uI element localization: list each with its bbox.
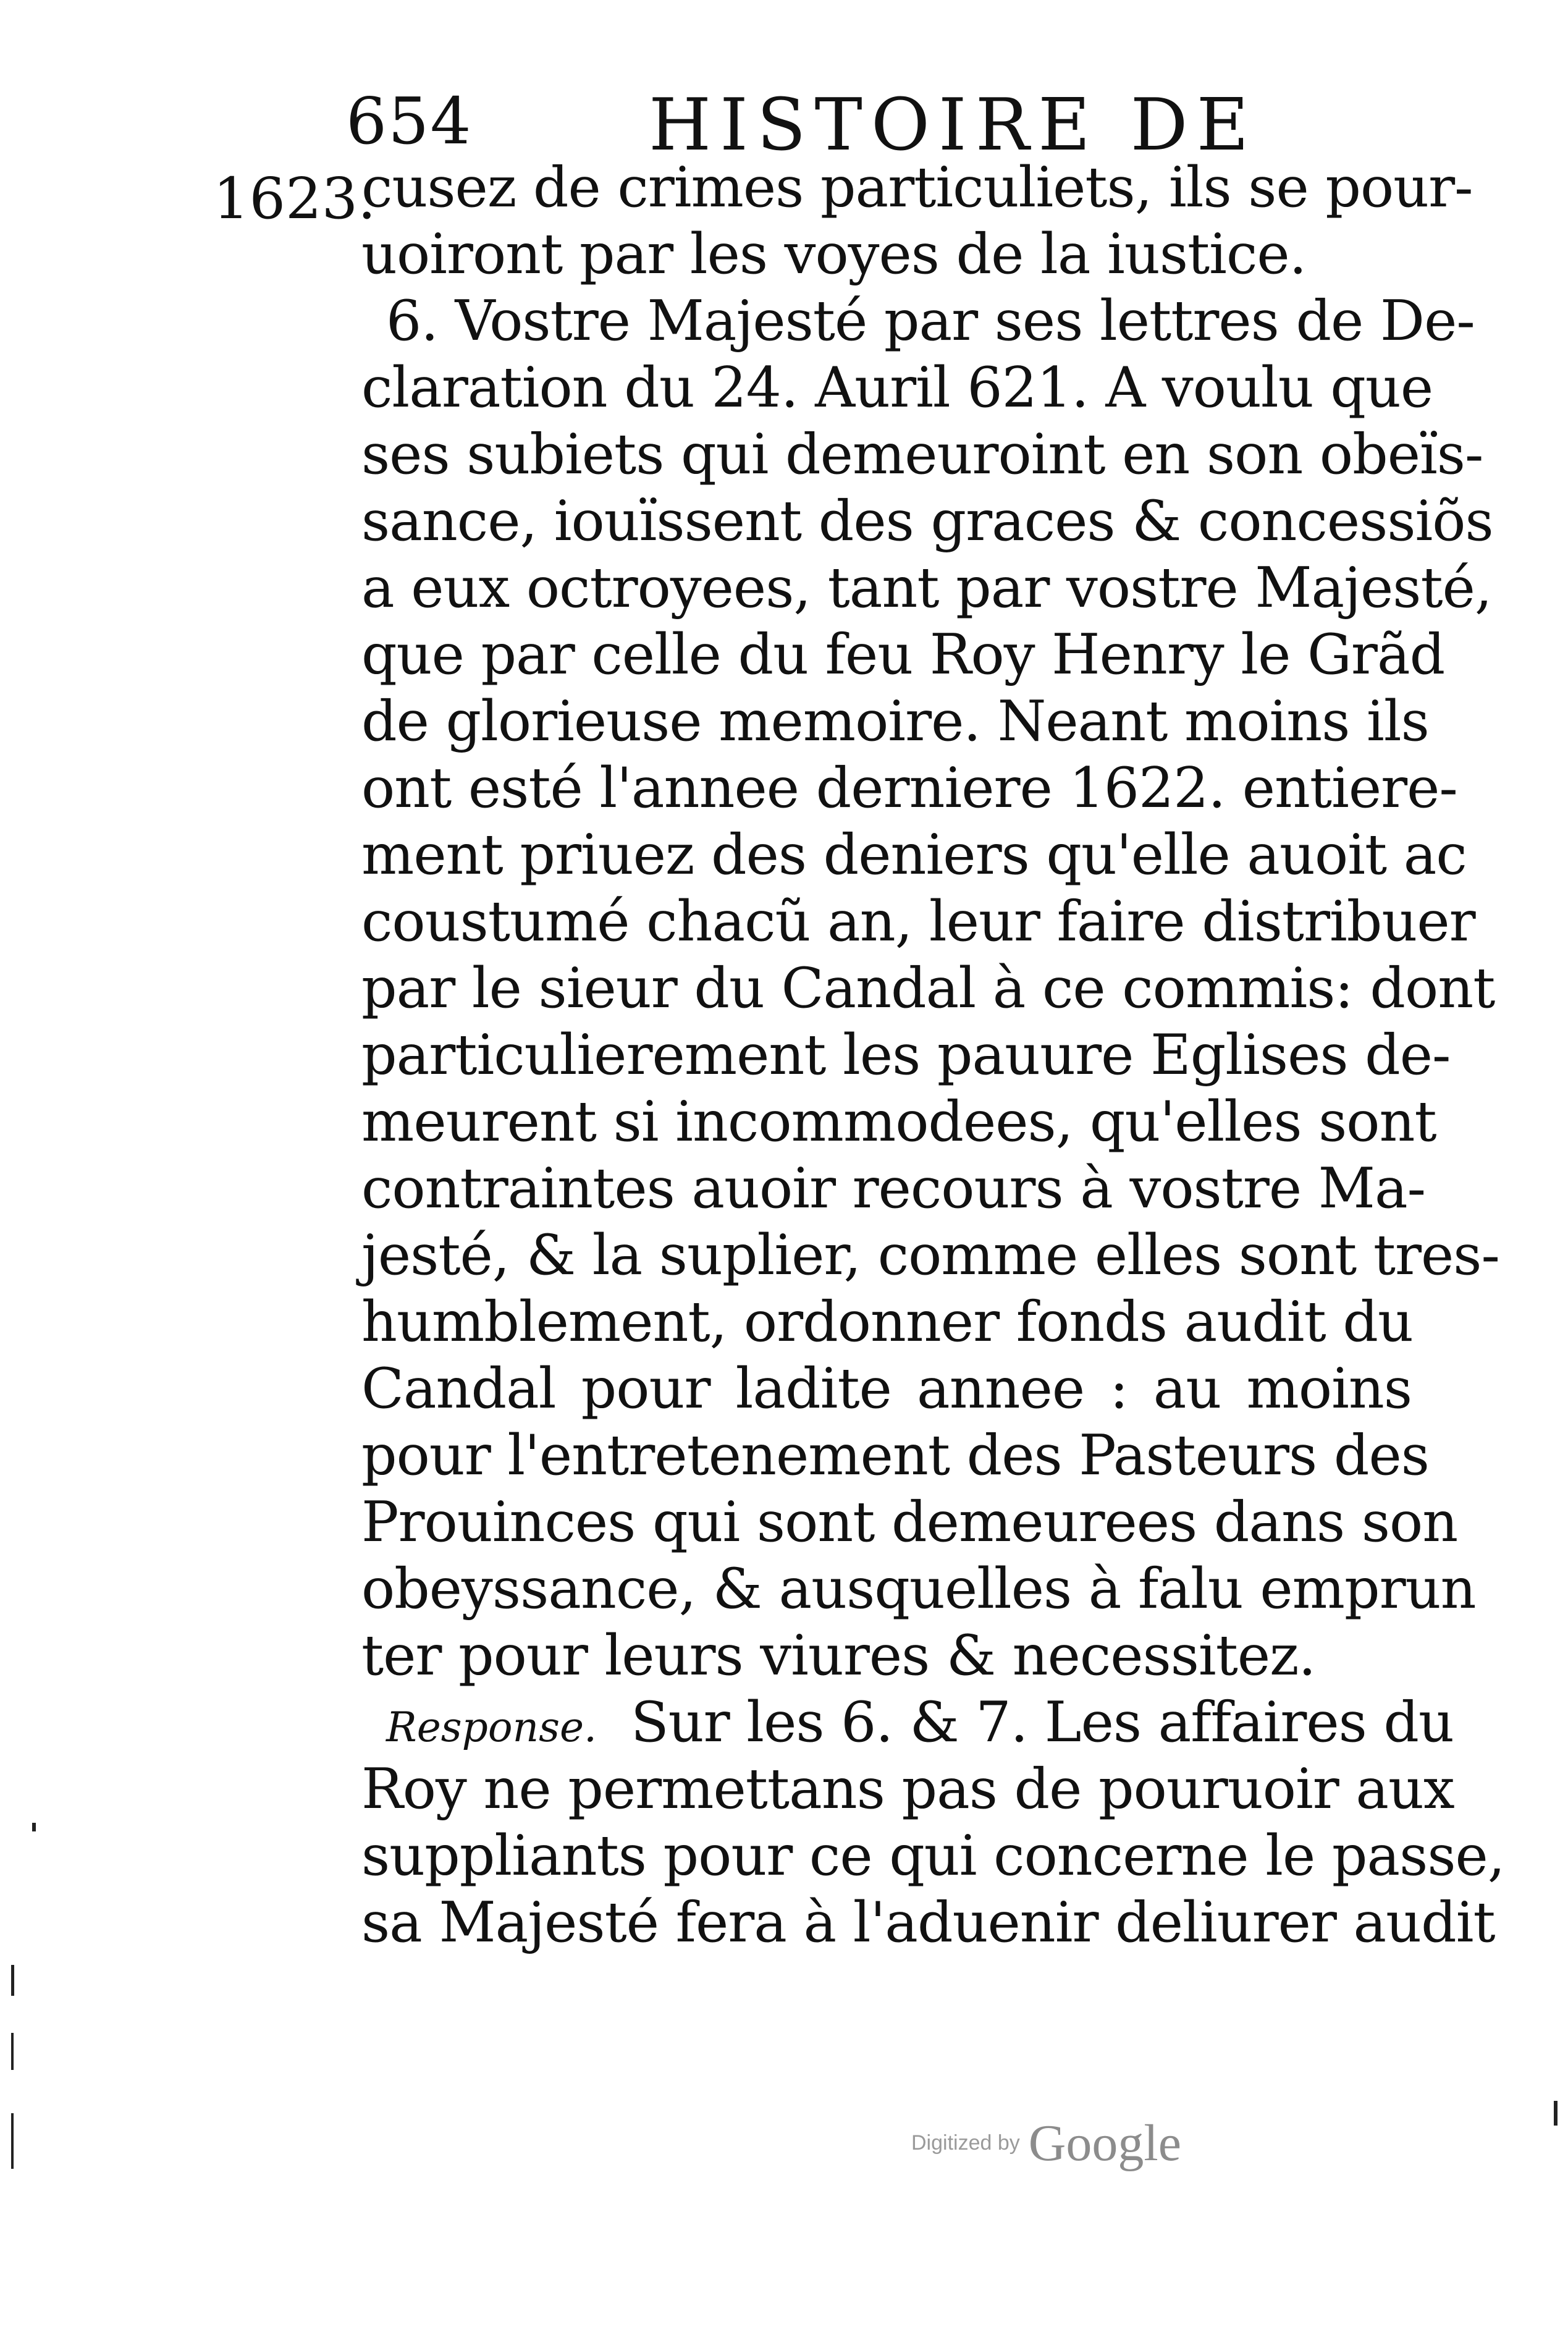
margin-mark xyxy=(11,2113,14,2169)
margin-mark xyxy=(11,1965,14,1996)
text-line: que par celle du feu Roy Henry le Grãd xyxy=(361,622,1445,687)
text-line: par le sieur du Candal à ce commis: dont xyxy=(361,956,1495,1021)
response-label: Response. xyxy=(386,1704,597,1751)
running-title: HISTOIRE DE xyxy=(649,83,1258,167)
text-line: 6. Vostre Majesté par ses lettres de De- xyxy=(386,289,1475,353)
text-line: pour l'entretenement des Pasteurs des xyxy=(361,1423,1429,1488)
response-line: sa Majesté fera à l'aduenir deliurer audit xyxy=(361,1890,1495,1955)
page-number: 654 xyxy=(346,83,473,159)
text-line: humblement, ordonner fonds audit du xyxy=(361,1290,1413,1354)
text-line: ter pour leurs viures & necessitez. xyxy=(361,1623,1316,1688)
text-line: ont esté l'annee derniere 1622. entiere- xyxy=(361,756,1457,821)
text-line: a eux octroyees, tant par vostre Majesté, xyxy=(361,555,1492,620)
text-line: coustumé chacũ an, leur faire distribuer xyxy=(361,889,1475,954)
text-line: jesté, & la suplier, comme elles sont tres- xyxy=(361,1223,1499,1288)
page-header xyxy=(346,83,1273,167)
response-line: suppliants pour ce qui concerne le passe, xyxy=(361,1823,1505,1888)
response-first-line xyxy=(361,1689,1454,1756)
text-line: de glorieuse memoire. Neant moins ils xyxy=(361,689,1429,754)
text-line: ses subiets qui demeuroint en son obeïs- xyxy=(361,422,1483,487)
text-line: sance, iouïssent des graces & concessiõs xyxy=(361,489,1493,554)
response-line: Sur les 6. & 7. Les affaires du xyxy=(631,1690,1454,1755)
text-line: uoiront par les voyes de la iustice. xyxy=(361,222,1307,287)
margin-mark xyxy=(11,2033,14,2070)
watermark-prefix: Digitized by xyxy=(911,2131,1020,2155)
margin-mark xyxy=(32,1823,36,1831)
text-line: Prouinces qui sont demeurees dans son xyxy=(361,1490,1458,1555)
text-line: particulierement les pauure Eglises de- xyxy=(361,1023,1451,1087)
text-line: Candal pour ladite annee : au moins xyxy=(361,1356,1412,1421)
text-line: contraintes auoir recours à vostre Ma- xyxy=(361,1156,1426,1221)
margin-mark xyxy=(1554,2101,1557,2126)
text-line: obeyssance, & ausquelles à falu emprun xyxy=(361,1556,1476,1621)
google-logo-text: Google xyxy=(1028,2114,1182,2172)
text-line: ment priuez des deniers qu'elle auoit ac xyxy=(361,822,1467,887)
response-line: Roy ne permettans pas de pouruoir aux xyxy=(361,1757,1454,1822)
text-line: meurent si incommodees, qu'elles sont xyxy=(361,1089,1436,1154)
margin-year-note: 1623. xyxy=(213,166,376,232)
text-line: cusez de crimes particuliets, ils se pour- xyxy=(361,155,1473,220)
digitization-watermark xyxy=(911,2113,1181,2173)
body-text xyxy=(361,154,1505,1956)
text-line: claration du 24. Auril 621. A voulu que xyxy=(361,355,1433,420)
